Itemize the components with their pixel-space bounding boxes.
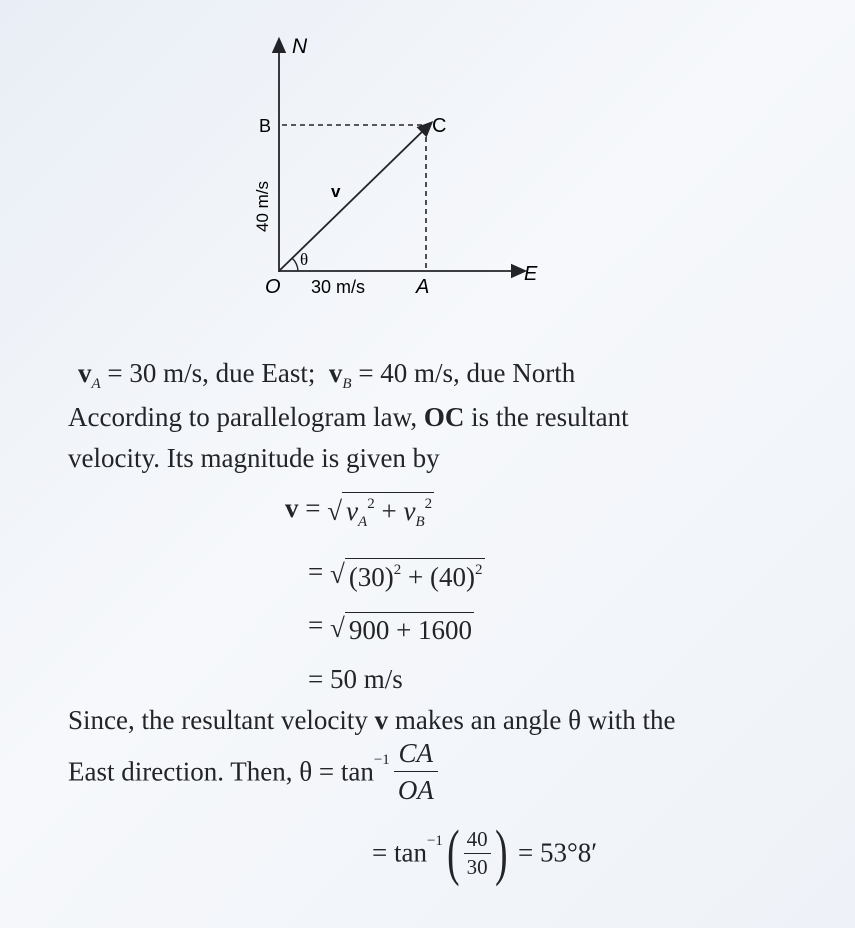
sqrt-symbol: √ xyxy=(327,495,343,526)
numerator: 40 xyxy=(464,829,491,854)
angle-text xyxy=(68,707,676,734)
angle-result: = 53°8′ xyxy=(511,837,598,868)
angle-eq-text: East direction. Then, θ = tan xyxy=(68,756,374,787)
symbol-v: v xyxy=(78,358,92,388)
symbol-v: v xyxy=(374,705,389,735)
denominator: OA xyxy=(397,775,434,805)
east-label: E xyxy=(524,263,538,285)
numerator: CA xyxy=(394,740,438,772)
plus: + xyxy=(401,562,431,592)
denominator: 30 xyxy=(466,854,488,879)
equation-substitution xyxy=(308,558,485,591)
subscript-b: B xyxy=(342,376,352,392)
equals: = xyxy=(308,610,330,641)
point-c-label: C xyxy=(432,115,447,137)
angle-result-equation xyxy=(372,819,598,887)
given-text-part2: = 40 m/s, due North xyxy=(351,358,576,388)
velocity-diagram xyxy=(0,0,855,330)
term-30: (30) xyxy=(348,562,394,592)
symbol-vb: v xyxy=(403,496,416,526)
equals-tan: = tan xyxy=(372,837,427,868)
equation-sum xyxy=(308,612,474,644)
equation-result: = 50 m/s xyxy=(308,664,403,694)
symbol-v: v xyxy=(285,493,299,524)
origin-label: O xyxy=(265,276,281,298)
sqrt-symbol: √ xyxy=(329,612,345,643)
magnitude-text: velocity. Its magnitude is given by xyxy=(68,443,440,473)
symbol-va: v xyxy=(346,496,359,526)
inverse-exponent: −1 xyxy=(373,752,390,769)
subscript-b: B xyxy=(415,514,425,530)
radicand: 900 + 1600 xyxy=(345,612,474,644)
north-label: N xyxy=(292,35,308,58)
angle-text-part2: makes an angle θ with the xyxy=(388,705,676,735)
fraction-40-30 xyxy=(464,826,491,879)
left-paren: ( xyxy=(447,819,460,887)
equals: = xyxy=(298,493,328,524)
north-speed-label: 40 m/s xyxy=(253,180,272,232)
law-text-part2: is the resultant xyxy=(464,402,629,432)
term-40: (40) xyxy=(430,562,476,592)
equals: = xyxy=(308,556,330,587)
radicand xyxy=(345,558,485,591)
plus: + xyxy=(374,496,404,526)
right-paren: ) xyxy=(494,819,508,887)
exponent: 2 xyxy=(424,496,433,512)
sqrt-symbol: √ xyxy=(329,559,345,589)
oc-symbol: OC xyxy=(423,402,465,432)
fraction-ca-oa xyxy=(394,740,438,804)
point-a-label: A xyxy=(416,276,430,298)
subscript-a: A xyxy=(91,376,101,392)
given-velocities xyxy=(78,360,575,392)
equation-magnitude xyxy=(285,492,434,530)
subscript-a: A xyxy=(358,514,368,530)
inverse-exponent: −1 xyxy=(426,833,443,850)
angle-text-part1: Since, the resultant velocity xyxy=(68,705,375,735)
radicand xyxy=(342,492,434,530)
exponent: 2 xyxy=(393,562,402,578)
point-b-label: B xyxy=(259,116,272,136)
angle-equation xyxy=(68,740,438,804)
velocity-label: v xyxy=(331,182,341,201)
law-text-part1: According to parallelogram law, xyxy=(68,402,424,432)
exponent: 2 xyxy=(367,496,375,512)
symbol-v: v xyxy=(328,358,343,388)
east-speed-label: 30 m/s xyxy=(311,277,366,297)
parallelogram-law-text xyxy=(68,404,629,431)
given-text-part1: = 30 m/s, due East; xyxy=(100,358,329,388)
angle-arc xyxy=(292,258,298,271)
exponent: 2 xyxy=(475,562,483,578)
angle-label: θ xyxy=(300,250,309,269)
